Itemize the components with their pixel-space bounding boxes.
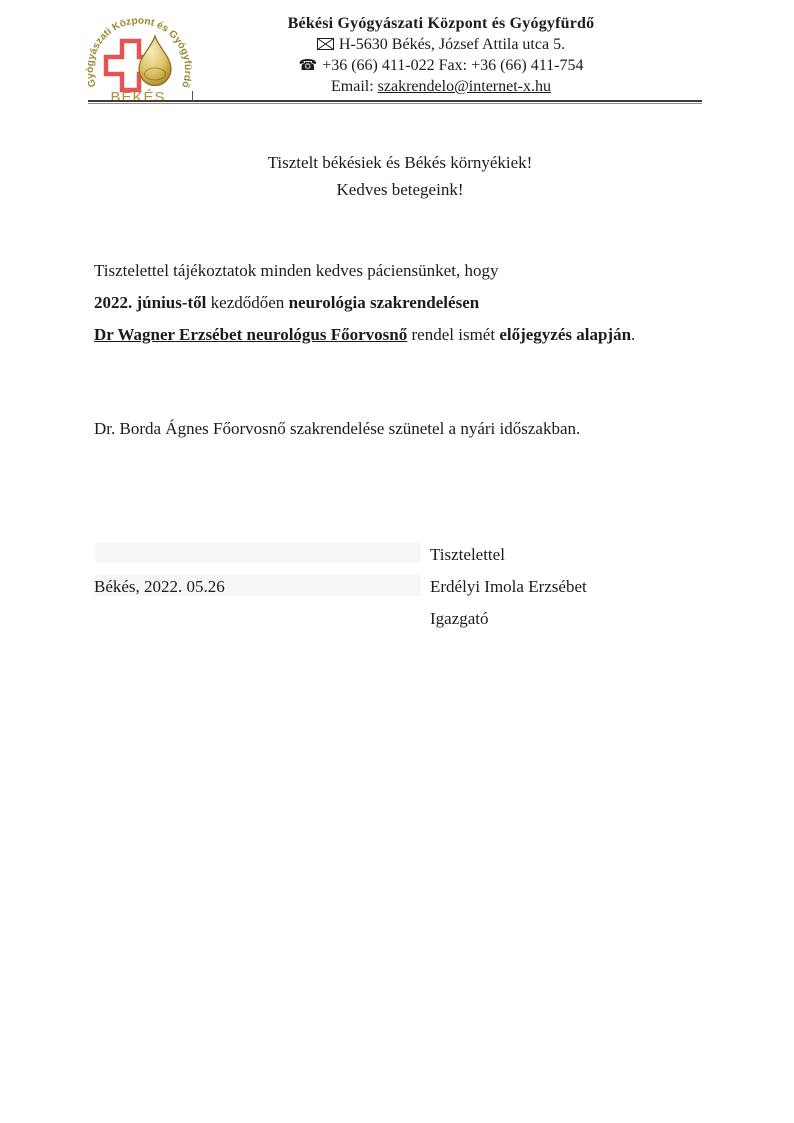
announcement-regular: kezdődően bbox=[206, 293, 289, 312]
header-divider-tick bbox=[192, 91, 193, 101]
announcement-date: 2022. június-től bbox=[94, 293, 207, 312]
header-divider bbox=[88, 100, 702, 104]
phone-text: +36 (66) 411-022 Fax: +36 (66) 411-754 bbox=[322, 57, 584, 74]
drop-icon bbox=[139, 36, 171, 86]
phone-line bbox=[196, 55, 686, 76]
salutation-line-1: Tisztelt békésiek és Békés környékiek! bbox=[267, 153, 533, 172]
envelope-icon bbox=[317, 38, 334, 50]
email-line bbox=[196, 76, 686, 97]
address-text: H-5630 Békés, József Attila utca 5. bbox=[338, 36, 566, 53]
email-label: Email: bbox=[331, 78, 378, 95]
date-place-line: Békés, 2022. 05.26 bbox=[94, 577, 225, 596]
signer-name: Erdélyi Imola Erzsébet bbox=[430, 577, 587, 596]
closing-text: Tisztelettel bbox=[430, 545, 505, 564]
highlight-band-1 bbox=[95, 543, 421, 563]
phone-icon: ☎ bbox=[298, 56, 318, 74]
announcement-service: neurológia szakrendelésen bbox=[288, 293, 480, 312]
paragraph-doctor bbox=[94, 325, 706, 345]
letterhead bbox=[196, 13, 686, 97]
salutation-line-2: Kedves betegeink! bbox=[336, 180, 464, 199]
address-line bbox=[196, 34, 686, 55]
doctor-booking: előjegyzés alapján bbox=[499, 325, 632, 344]
signer-title: Igazgató bbox=[430, 609, 489, 628]
doctor-name: Dr Wagner Erzsébet neurológus Főorvosnő bbox=[94, 325, 408, 344]
logo-arc-text: Gyógyászati Központ és Gyógyfürdő bbox=[84, 15, 194, 89]
paragraph-intro: Tisztelettel tájékoztatok minden kedves páciensünket, hogy bbox=[94, 261, 499, 280]
logo-caption: BÉKÉS bbox=[110, 89, 166, 106]
email-link[interactable]: szakrendelo@internet-x.hu bbox=[377, 78, 551, 95]
salutation bbox=[94, 149, 706, 203]
paragraph-pause: Dr. Borda Ágnes Főorvosnő szakrendelése szünetel a nyári időszakban. bbox=[94, 419, 581, 438]
clinic-logo bbox=[82, 6, 198, 106]
paragraph-announcement bbox=[94, 293, 706, 313]
org-name: Békési Gyógyászati Központ és Gyógyfürdő bbox=[287, 15, 595, 32]
doctor-period: . bbox=[631, 325, 636, 344]
doctor-regular: rendel ismét bbox=[407, 325, 500, 344]
